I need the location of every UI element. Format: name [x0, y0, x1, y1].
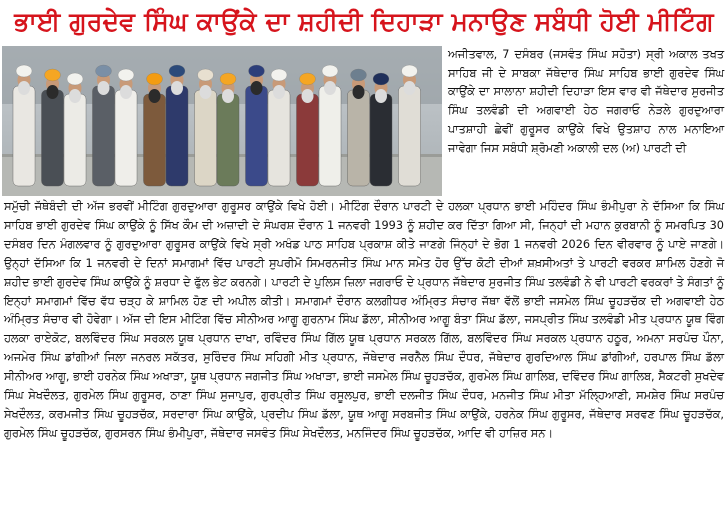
headline: ਭਾਈ ਗੁਰਦੇਵ ਸਿੰਘ ਕਾਉਂਕੇ ਦਾ ਸ਼ਹੀਦੀ ਦਿਹਾੜਾ ਮਨਾਉਣ ਸਬੰਧੀ ਹੋਈ ਮੀਟਿੰਗ: [14, 7, 714, 36]
intro-text: ਸ੍ਰੀ ਅਕਾਲ ਤਖਤ ਸਾਹਿਬ ਜੀ ਦੇ ਸਾਬਕਾ ਜੱਥੇਦਾਰ ਸਿੰਘ ਸਾਹਿਬ ਭਾਈ ਗੁਰਦੇਵ ਸਿੰਘ ਕਾਉਂਕੇ ਦਾ ਸਾਲਾਨਾ ਸ਼ਹੀਦੀ ਦਿਹਾੜਾ ਇਸ ਵਾਰ ਵੀ ਜੱਥੇਦਾਰ ਸੁਰਜੀਤ ਸਿੰਘ ਤਲਵੰਡੀ ਦੀ ਅਗਵਾਈ ਹੇਠ ਜਗਰਾਓ ਨੇੜਲੇ ਗੁਰਦੁਆਰਾ ਪਾਤਸ਼ਾਹੀ ਛੇਵੀਂ ਗੁਰੂਸਰ ਕਾਉਂਕੇ ਵਿਖੇ ਉਤਸ਼ਾਹ ਨਾਲ ਮਨਾਇਆ ਜਾਵੇਗਾ ਜਿਸ ਸਬੰਧੀ ਸ਼੍ਰੋਮਣੀ ਅਕਾਲੀ ਦਲ (ਅ) ਪਾਰਟੀ ਦੀ: [448, 48, 724, 155]
article-body: ਸਮੁੱਚੀ ਜੱਥੇਬੰਦੀ ਦੀ ਅੱਜ ਭਰਵੀਂ ਮੀਟਿੰਗ ਗੁਰਦੁਆਰਾ ਗੁਰੂਸਰ ਕਾਉਂਕੇ ਵਿਖੇ ਹੋਈ। ਮੀਟਿੰਗ ਦੌਰਾਨ ਪਾਰਟੀ ਦੇ ਹਲਕਾ ਪ੍ਰਧਾਨ ਭਾਈ ਮਹਿੰਦਰ ਸਿੰਘ ਭੰਮੀਪੁਰਾ ਨੇ ਦੱਸਿਆ ਕਿ ਸਿੰਘ ਸਾਹਿਬ ਭਾਈ ਗੁਰਦੇਵ ਸਿੰਘ ਕਾਉਂਕੇ ਨੂੰ ਸਿੱਖ ਕੌਮ ਦੀ ਅਜ਼ਾਦੀ ਦੇ ਸੰਘਰਸ਼ ਦੌਰਾਨ 1 ਜਨਵਰੀ 1993 ਨੂੰ ਸ਼ਹੀਦ ਕਰ ਦਿੱਤਾ ਗਿਆ ਸੀ, ਜਿਨ੍ਹਾਂ ਦੀ ਮਹਾਨ ਕੁਰਬਾਨੀ ਨੂੰ ਸਮਰਪਿਤ 30 ਦਸੰਬਰ ਦਿਨ ਮੰਗਲਵਾਰ ਨੂੰ ਗੁਰਦੁਆਰਾ ਗੁਰੂਸਰ ਕਾਉਂਕੇ ਵਿਖੇ ਸ੍ਰੀ ਅਖੰਡ ਪਾਠ ਸਾਹਿਬ ਪ੍ਰਕਾਸ਼ ਕੀਤੇ ਜਾਣਗੇ ਜਿੰਨ੍ਹਾਂ ਦੇ ਭੋਗ 1 ਜਨਵਰੀ 2026 ਦਿਨ ਵੀਰਵਾਰ ਨੂੰ ਪਾਏ ਜਾਣਗੇ। ਉਨ੍ਹਾਂ ਦੱਸਿਆ ਕਿ 1 ਜਨਵਰੀ ਦੇ ਦਿਨਾਂ ਸਮਾਗਮਾਂ ਵਿੱਚ ਪਾਰਟੀ ਸੁਪਰੀਮੋ ਸਿਮਰਨਜੀਤ ਸਿੰਘ ਮਾਨ ਸਮੇਤ ਹੋਰ ਉੱਚ ਕੋਟੀ ਦੀਆਂ ਸ਼ਖ਼ਸੀਅਤਾਂ ਤੇ ਪਾਰਟੀ ਵਰਕਰ ਸ਼ਾਮਿਲ ਹੋਣਗੇ ਜੋ ਸ਼ਹੀਦ ਭਾਈ ਗੁਰਦੇਵ ਸਿੰਘ ਕਾਉਂਕੇ ਨੂੰ ਸ਼ਰਧਾ ਦੇ ਫੁੱਲ ਭੇਟ ਕਰਨਗੇ। ਪਾਰਟੀ ਦੇ ਪੁਲਿਸ ਜ਼ਿਲਾ ਜਗਰਾਓ ਦੇ ਪ੍ਰਧਾਨ ਜੱਥੇਦਾਰ ਸੁਰਜੀਤ ਸਿੰਘ ਤਲਵੰਡੀ ਨੇ ਵੀ ਪਾਰਟੀ ਵਰਕਰਾਂ ਤੇ ਸੰਗਤਾਂ ਨੂੰ ਇਨ੍ਹਾਂ ਸਮਾਗਮਾਂ ਵਿੱਚ ਵੱਧ ਚੜ੍ਹ ਕੇ ਸ਼ਾਮਿਲ ਹੋਣ ਦੀ ਅਪੀਲ ਕੀਤੀ। ਸਮਾਗਮਾਂ ਦੌਰਾਨ ਕਲਗੀਧਰ ਅੰਮ੍ਰਿਤ ਸੰਚਾਰ ਜੱਥਾ ਵੱਲੋਂ ਭਾਈ ਜਸਮੇਲ ਸਿੰਘ ਚੂਹੜਚੱਕ ਦੀ ਅਗਵਾਈ ਹੇਠ ਅੰਮ੍ਰਿਤ ਸੰਚਾਰ ਵੀ ਹੋਵੇਗਾ। ਅੱਜ ਦੀ ਇਸ ਮੀਟਿੰਗ ਵਿੱਚ ਸੀਨੀਅਰ ਆਗੂ ਗੁਰਨਾਮ ਸਿੰਘ ਡੱਲਾ, ਸੀਨੀਅਰ ਆਗੂ ਬੰਤਾ ਸਿੰਘ ਡੱਲਾ, ਜਸਪ੍ਰੀਤ ਸਿੰਘ ਤਲਵੰਡੀ ਮੀਤ ਪ੍ਰਧਾਨ ਯੂਥ ਵਿੰਗ ਹਲਕਾ ਰਾਏਕੋਟ, ਬਲਵਿੰਦਰ ਸਿੰਘ ਸਰਕਲ ਯੂਥ ਪ੍ਰਧਾਨ ਦਾਖਾ, ਰਵਿੰਦਰ ਸਿੰਘ ਗਿੱਲ ਯੂਥ ਪ੍ਰਧਾਨ ਸਰਕਲ ਗਿੱਲ, ਬਲਵਿੰਦਰ ਸਿੰਘ ਸਰਕਲ ਪ੍ਰਧਾਨ ਹਠੂਰ, ਅਮਨਾ ਸਰਪੰਚ ਪੌਨਾ, ਅਜਮੇਰ ਸਿੰਘ ਡਾਂਗੀਆਂ ਜਿਲਾ ਜਨਰਲ ਸਕੱਤਰ, ਸੁਰਿੰਦਰ ਸਿੰਘ ਸਹਿਗੀ ਮੀਤ ਪ੍ਰਧਾਨ, ਜੱਥੇਦਾਰ ਜਰਨੈਲ ਸਿੰਘ ਦੌਧਰ, ਜੱਥੇਦਾਰ ਗੁਰਦਿਆਲ ਸਿੰਘ ਡਾਂਗੀਆਂ, ਹਰਪਾਲ ਸਿੰਘ ਡੱਲਾ ਸੀਨੀਅਰ ਆਗੂ, ਭਾਈ ਹਰਨੇਕ ਸਿੰਘ ਅਖਾੜਾ, ਯੂਥ ਪ੍ਰਧਾਨ ਜਗਜੀਤ ਸਿੰਘ ਅਖਾੜਾ, ਭਾਈ ਜਸਮੇਲ ਸਿੰਘ ਚੂਹੜਚੱਕ, ਗੁਰਮੇਲ ਸਿੰਘ ਗਾਲਿਬ, ਦਵਿੰਦਰ ਸਿੰਘ ਗਾਲਿਬ, ਸੈਕਟਰੀ ਸੁਖਦੇਵ ਸਿੰਘ ਸੇਖਦੌਲਤ, ਗੁਰਮੇਲ ਸਿੰਘ ਗੁਰੂਸਰ, ਠਾਣਾ ਸਿੰਘ ਸੁਜਾਪੁਰ, ਗੁਰਪ੍ਰੀਤ ਸਿੰਘ ਰਸੂਲਪੁਰ, ਭਾਈ ਦਲਜੀਤ ਸਿੰਘ ਦੌਧਰ, ਮਨਜੀਤ ਸਿੰਘ ਮੀਤਾ ਮੱਲ੍ਹਿਆਣੀ, ਸਮਸ਼ੇਰ ਸਿੰਘ ਸਰਪੰਚ ਸੇਖਦੌਲਤ, ਕਰਮਜੀਤ ਸਿੰਘ ਚੂਹੜਚੱਕ, ਸਰਦਾਰਾ ਸਿੰਘ ਕਾਉਂਕੇ, ਪ੍ਰਦੀਪ ਸਿੰਘ ਡੱਲਾ, ਯੂਥ ਆਗੂ ਸਰਬਜੀਤ ਸਿੰਘ ਕਾਉਂਕੇ, ਹਰਨੇਕ ਸਿੰਘ ਗੁਰੂਸਰ, ਜੱਥੇਦਾਰ ਸਰਵਣ ਸਿੰਘ ਚੂਹੜਚੱਕ, ਗੁਰਮੇਲ ਸਿੰਘ ਚੂਹੜਚੱਕ, ਗੁਰਸਰਨ ਸਿੰਘ ਭੰਮੀਪੁਰਾ, ਜੱਥੇਦਾਰ ਜਸਵੰਤ ਸਿੰਘ ਸੇਖਦੌਲਤ, ਮਨਜਿੰਦਰ ਸਿੰਘ ਚੂਹੜਚੱਕ, ਆਦਿ ਵੀ ਹਾਜ਼ਿਰ ਸਨ।: [4, 200, 724, 440]
article-intro: [448, 46, 724, 158]
group-photo: [2, 46, 442, 196]
dateline: ਅਜੀਤਵਾਲ, 7 ਦਸੰਬਰ (ਜਸਵੰਤ ਸਿੰਘ ਸਹੋਤਾ): [448, 48, 642, 61]
